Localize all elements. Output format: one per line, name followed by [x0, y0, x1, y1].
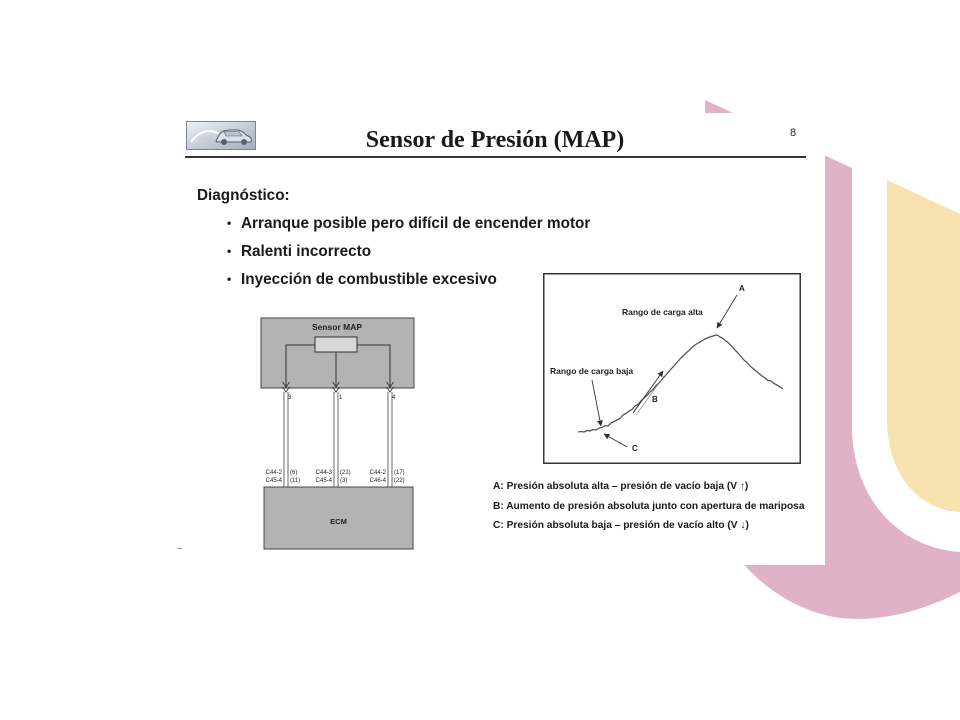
connector-label: C46-4: [369, 478, 386, 484]
slide-title: Sensor de Presión (MAP): [365, 127, 625, 153]
connector-label: C45-4: [265, 478, 282, 484]
terminal-label: (6): [290, 470, 298, 476]
legend-c: C: Presión absoluta baja – presión de vacío alto (V ↓): [493, 520, 749, 531]
legend-a: A: Presión absoluta alta – presión de vacío baja (V ↑): [493, 481, 749, 492]
pin-number: 4: [392, 395, 396, 401]
label-point-b: B: [652, 395, 658, 404]
bullet-dot: [227, 270, 231, 288]
label-low-load-range: Rango de carga baja: [550, 366, 634, 376]
slide: [177, 113, 825, 565]
terminal-label: (3): [340, 478, 348, 484]
legend-b: B: Aumento de presión absoluta junto con apertura de mariposa: [493, 501, 805, 512]
wire-pin-3: [284, 392, 288, 487]
connector-label: C44-3: [315, 470, 332, 476]
bullet-dot: [227, 214, 231, 232]
terminal-label: (11): [290, 478, 301, 484]
terminal-label: (22): [394, 478, 405, 484]
connector-label: C44-2: [265, 470, 282, 476]
connector-label: C44-2: [369, 470, 386, 476]
terminal-label: (21): [340, 470, 351, 476]
label-high-load-range: Rango de carga alta: [622, 307, 703, 317]
title-divider: [185, 156, 806, 158]
map-pressure-graph: [543, 273, 801, 464]
label-point-c: C: [632, 444, 638, 453]
page-number: 8: [790, 127, 797, 139]
pin-number: 1: [339, 395, 343, 401]
connector-label: C45-4: [315, 478, 332, 484]
wire-pin-1: [334, 392, 338, 487]
bullet-item: Arranque posible pero difícil de encender motor: [241, 215, 591, 232]
sensor-map-label: Sensor MAP: [311, 322, 363, 332]
edge-mark: [177, 548, 182, 549]
label-point-a: A: [739, 284, 745, 293]
yellow-arc-shape: [887, 180, 960, 512]
terminal-label: (17): [394, 470, 405, 476]
diagnosis-heading: Diagnóstico:: [197, 187, 290, 204]
bullet-dot: [227, 242, 231, 260]
ecm-label: ECM: [330, 517, 347, 526]
bullet-item: Inyección de combustible excesivo: [241, 271, 497, 288]
wiring-diagram: [255, 312, 420, 555]
pin-number: 3: [288, 395, 292, 401]
bullet-item: Ralenti incorrecto: [241, 243, 372, 260]
wire-pin-4: [388, 392, 392, 487]
sensor-element: [315, 337, 357, 352]
